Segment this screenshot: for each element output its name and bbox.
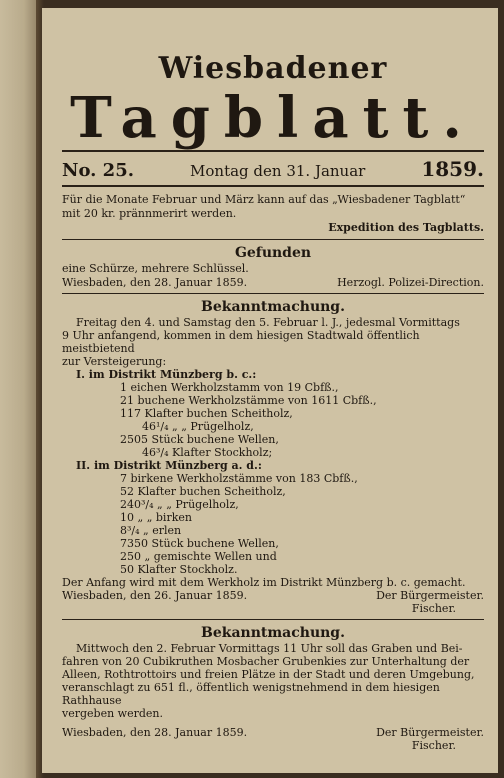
gravel-text-5: vergeben werden. bbox=[62, 707, 163, 720]
gravel-notice bbox=[62, 624, 484, 752]
divider bbox=[62, 293, 484, 294]
list-item: 2505 Stück buchene Wellen, bbox=[120, 433, 279, 446]
gravel-title: Bekanntmachung. bbox=[201, 625, 345, 641]
list-item: 240³/₄ „ „ Prügelholz, bbox=[120, 498, 239, 511]
gravel-signature-title: Der Bürgermeister. bbox=[376, 726, 484, 739]
found-place-date: Wiesbaden, den 28. Januar 1859. bbox=[62, 276, 248, 289]
auction-intro-1: Freitag den 4. und Samstag den 5. Februar l. J., jedesmal Vormittags bbox=[76, 316, 460, 329]
gravel-text-1: Mittwoch den 2. Februar Vormittags 11 Uhr soll das Graben und Bei- bbox=[76, 642, 463, 655]
list-item: 52 Klafter buchen Scheitholz, bbox=[120, 485, 286, 498]
list-item: 1 eichen Werkholzstamm von 19 Cbfß., bbox=[120, 381, 339, 394]
issue-number: No. 25. bbox=[62, 160, 134, 181]
list-item: 46¹/₄ „ „ Prügelholz, bbox=[142, 420, 254, 433]
auction-signature-name: Fischer. bbox=[411, 602, 456, 615]
found-section bbox=[62, 244, 484, 290]
gravel-signature-name: Fischer. bbox=[411, 739, 456, 752]
auction-closing: Der Anfang wird mit dem Werkholz im Distrikt Münzberg b. c. gemacht. bbox=[62, 576, 466, 589]
list-item: 8³/₄ „ erlen bbox=[120, 524, 182, 537]
issue-year: 1859. bbox=[421, 157, 484, 181]
district-1-heading: I. im Distrikt Münzberg b. c.: bbox=[76, 368, 257, 381]
found-items: eine Schürze, mehrere Schlüssel. bbox=[62, 262, 249, 275]
auction-place-date: Wiesbaden, den 26. Januar 1859. bbox=[62, 589, 248, 602]
found-footer bbox=[62, 276, 484, 290]
list-item: 117 Klafter buchen Scheitholz, bbox=[120, 407, 293, 420]
subscription-signature: Expedition des Tagblatts. bbox=[328, 221, 484, 234]
auction-intro-2: 9 Uhr anfangend, kommen in dem hiesigen Stadtwald öffentlich meistbietend bbox=[62, 329, 420, 355]
masthead-line1: Wiesbadener bbox=[158, 51, 388, 86]
auction-title: Bekanntmachung. bbox=[201, 299, 345, 315]
subscription-text: Für die Monate Februar und März kann auf das „Wiesbadener Tagblatt“ mit 20 kr. prännmerirt werden. bbox=[62, 193, 466, 220]
gravel-place-date: Wiesbaden, den 28. Januar 1859. bbox=[62, 726, 248, 739]
auction-footer bbox=[62, 589, 484, 602]
gravel-text-4: veranschlagt zu 651 fl., öffentlich wenigstnehmend in dem hiesigen Rathhause bbox=[62, 681, 440, 707]
gravel-text-3: Alleen, Rothtrottoirs und freien Plätze in der Stadt und deren Umgebung, bbox=[62, 668, 475, 681]
auction-signature-title: Der Bürgermeister. bbox=[376, 589, 484, 602]
subscription-notice bbox=[62, 187, 484, 239]
dateline bbox=[62, 152, 484, 185]
list-item: 46³/₄ Klafter Stockholz; bbox=[142, 446, 273, 459]
district-2-heading: II. im Distrikt Münzberg a. d.: bbox=[76, 459, 262, 472]
list-item: 250 „ gemischte Wellen und bbox=[120, 550, 277, 563]
list-item: 21 buchene Werkholzstämme von 1611 Cbfß., bbox=[120, 394, 377, 407]
list-item: 10 „ „ birken bbox=[120, 511, 192, 524]
newspaper-page bbox=[42, 8, 498, 773]
list-item: 7 birkene Werkholzstämme von 183 Cbfß., bbox=[120, 472, 358, 485]
issue-date: Montag den 31. Januar bbox=[190, 162, 366, 180]
auction-notice bbox=[62, 298, 484, 615]
found-title: Gefunden bbox=[234, 245, 312, 261]
list-item: 50 Klafter Stockholz. bbox=[120, 563, 238, 576]
gravel-footer bbox=[62, 726, 484, 739]
list-item: 7350 Stück buchene Wellen, bbox=[120, 537, 279, 550]
masthead-title: Tagblatt. bbox=[70, 85, 476, 151]
divider bbox=[62, 619, 484, 620]
divider bbox=[62, 239, 484, 240]
gravel-text-2: fahren von 20 Cubikruthen Mosbacher Grubenkies zur Unterhaltung der bbox=[62, 655, 470, 668]
auction-intro-3: zur Versteigerung: bbox=[62, 355, 167, 368]
found-signature: Herzogl. Polizei-Direction. bbox=[337, 276, 484, 289]
left-page-edge bbox=[0, 0, 40, 778]
